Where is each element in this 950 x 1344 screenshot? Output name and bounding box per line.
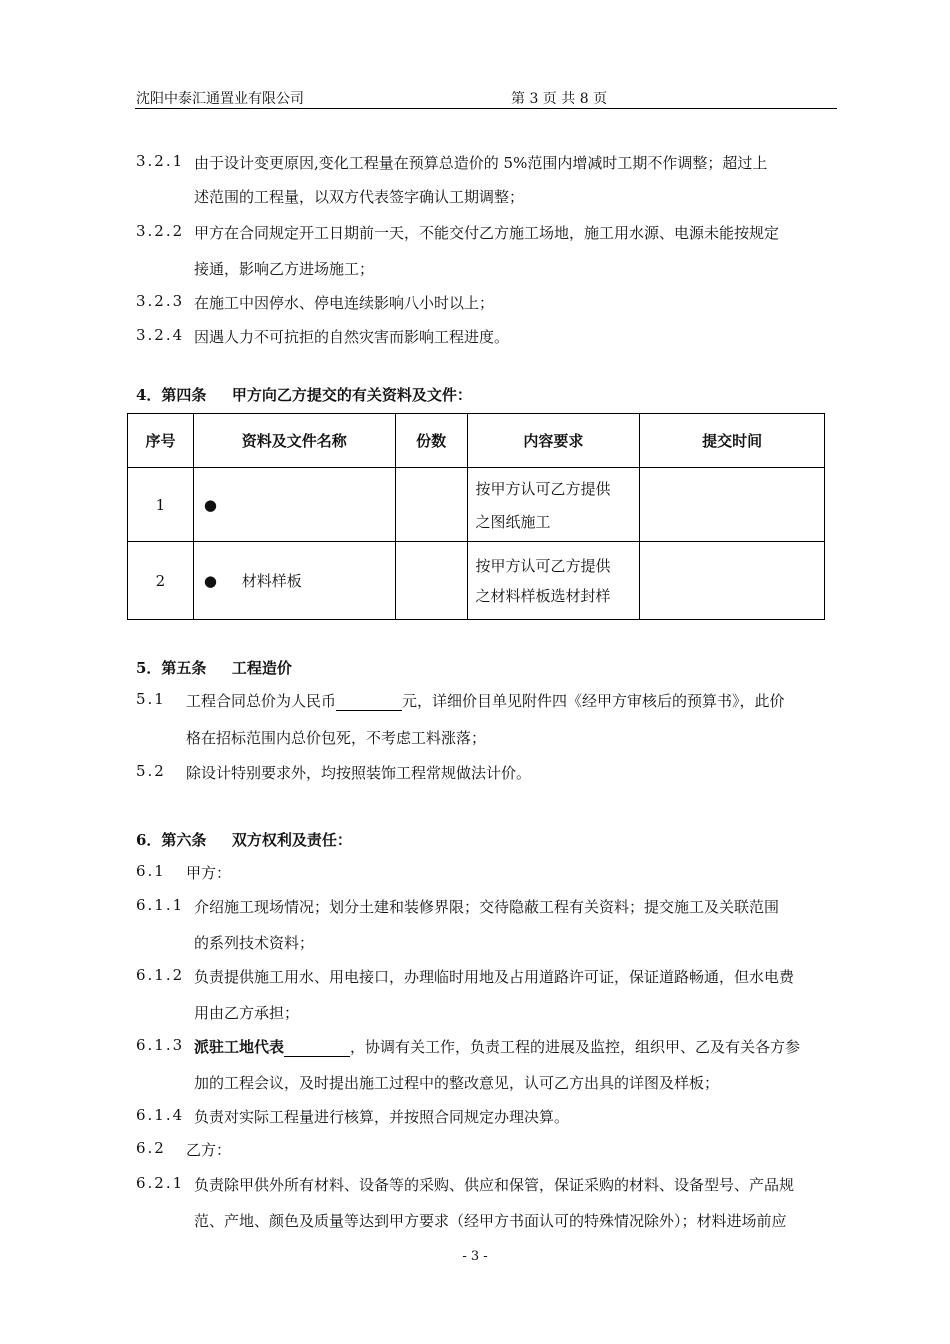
clause-text: 的系列技术资料；	[194, 934, 315, 952]
row-name-cell	[193, 468, 395, 542]
clause-text: 负责提供施工用水、用电接口，办理临时用地及占用道路许可证，保证道路畅通，但水电费	[194, 968, 795, 986]
row-number: 2	[128, 542, 194, 620]
col-header-copies: 份数	[395, 414, 467, 468]
row-name: 材料样板	[241, 572, 302, 590]
clause-number: 6.1.1	[136, 896, 185, 914]
row-copies	[395, 468, 467, 542]
row-requirement	[467, 468, 640, 542]
col-header-time: 提交时间	[640, 414, 825, 468]
clause-text: 甲方在合同规定开工日期前一天，不能交付乙方施工场地，施工用水源、电源未能按规定	[194, 224, 780, 242]
row-copies	[395, 542, 467, 620]
bullet-icon: ●	[203, 572, 217, 590]
clause-number: 6.1.4	[136, 1106, 185, 1124]
documents-table	[127, 413, 825, 620]
header-company: 沈阳中泰汇通置业有限公司	[136, 91, 304, 107]
row-time	[640, 542, 825, 620]
table-header-row	[128, 414, 825, 468]
row-time	[640, 468, 825, 542]
col-header-no: 序号	[128, 414, 194, 468]
requirement-line: 按甲方认可乙方提供	[475, 479, 611, 498]
requirement-line: 按甲方认可乙方提供	[475, 556, 611, 575]
row-number: 1	[128, 468, 194, 542]
clause-text	[194, 1036, 800, 1057]
article-6-title: 6．第六条 双方权利及责任：	[136, 831, 352, 849]
clause-text-bold: 派驻工地代表	[194, 1038, 285, 1056]
clause-number: 6.1.3	[136, 1036, 185, 1054]
requirement-line: 之材料样板选材封样	[475, 586, 611, 605]
clause-number: 6.2	[136, 1139, 166, 1157]
clause-number: 3.2.2	[136, 222, 185, 240]
clause-number: 3.2.1	[136, 152, 185, 170]
clause-number: 6.1.2	[136, 966, 185, 984]
table-row	[128, 542, 825, 620]
row-name-cell	[193, 542, 395, 620]
amount-blank	[336, 694, 402, 711]
page-number: - 3 -	[462, 1249, 488, 1264]
clause-number: 5.2	[136, 762, 166, 780]
clause-number: 6.2.1	[136, 1174, 185, 1192]
clause-text-part: 元，详细价目单见附件四《经甲方审核后的预算书》，此价	[402, 692, 785, 710]
clause-text: 甲方：	[186, 864, 232, 882]
clause-text: 负责除甲供外所有材料、设备等的采购、供应和保管，保证采购的材料、设备型号、产品规	[194, 1176, 795, 1194]
header-divider	[135, 108, 837, 109]
clause-text: 用由乙方承担；	[194, 1004, 300, 1022]
clause-number: 6.1	[136, 862, 166, 880]
clause-text: 在施工中因停水、停电连续影响八小时以上；	[194, 294, 495, 312]
clause-text: 由于设计变更原因,变化工程量在预算总造价的 5%范围内增减时工期不作调整；超过上	[194, 154, 768, 172]
clause-text-part: ，协调有关工作，负责工程的进展及监控，组织甲、乙及有关各方参	[350, 1038, 801, 1056]
requirement-line: 之图纸施工	[475, 512, 551, 531]
col-header-name: 资料及文件名称	[193, 414, 395, 468]
clause-text: 因遇人力不可抗拒的自然灾害而影响工程进度。	[194, 328, 510, 346]
article-5-title: 5．第五条 工程造价	[136, 659, 292, 677]
clause-number: 5.1	[136, 690, 166, 708]
clause-text: 除设计特别要求外，均按照装饰工程常规做法计价。	[186, 764, 532, 782]
representative-blank	[284, 1040, 350, 1057]
table-row	[128, 468, 825, 542]
bullet-icon: ●	[203, 495, 217, 514]
clause-text: 格在招标范围内总价包死，不考虑工料涨落；	[186, 729, 487, 747]
clause-text	[186, 690, 785, 711]
clause-text: 乙方：	[186, 1141, 232, 1159]
clause-text: 范、产地、颜色及质量等达到甲方要求（经甲方书面认可的特殊情况除外）；材料进场前应	[194, 1212, 787, 1230]
clause-number: 3.2.4	[136, 326, 185, 344]
article-4-title: 4．第四条 甲方向乙方提交的有关资料及文件：	[136, 386, 472, 404]
clause-text: 负责对实际工程量进行核算，并按照合同规定办理决算。	[194, 1108, 570, 1126]
header-page-info: 第 3 页 共 8 页	[511, 91, 608, 107]
clause-text: 介绍施工现场情况；划分土建和装修界限；交待隐蔽工程有关资料；提交施工及关联范围	[194, 898, 780, 916]
row-name	[217, 496, 237, 514]
clause-text-part: 工程合同总价为人民币	[186, 692, 337, 710]
clause-text: 加的工程会议，及时提出施工过程中的整改意见，认可乙方出具的详图及样板；	[194, 1074, 720, 1092]
col-header-requirement: 内容要求	[467, 414, 640, 468]
clause-number: 3.2.3	[136, 292, 185, 310]
clause-text: 述范围的工程量，以双方代表签字确认工期调整；	[194, 188, 525, 206]
clause-text: 接通，影响乙方进场施工；	[194, 260, 375, 278]
row-requirement	[467, 542, 640, 620]
